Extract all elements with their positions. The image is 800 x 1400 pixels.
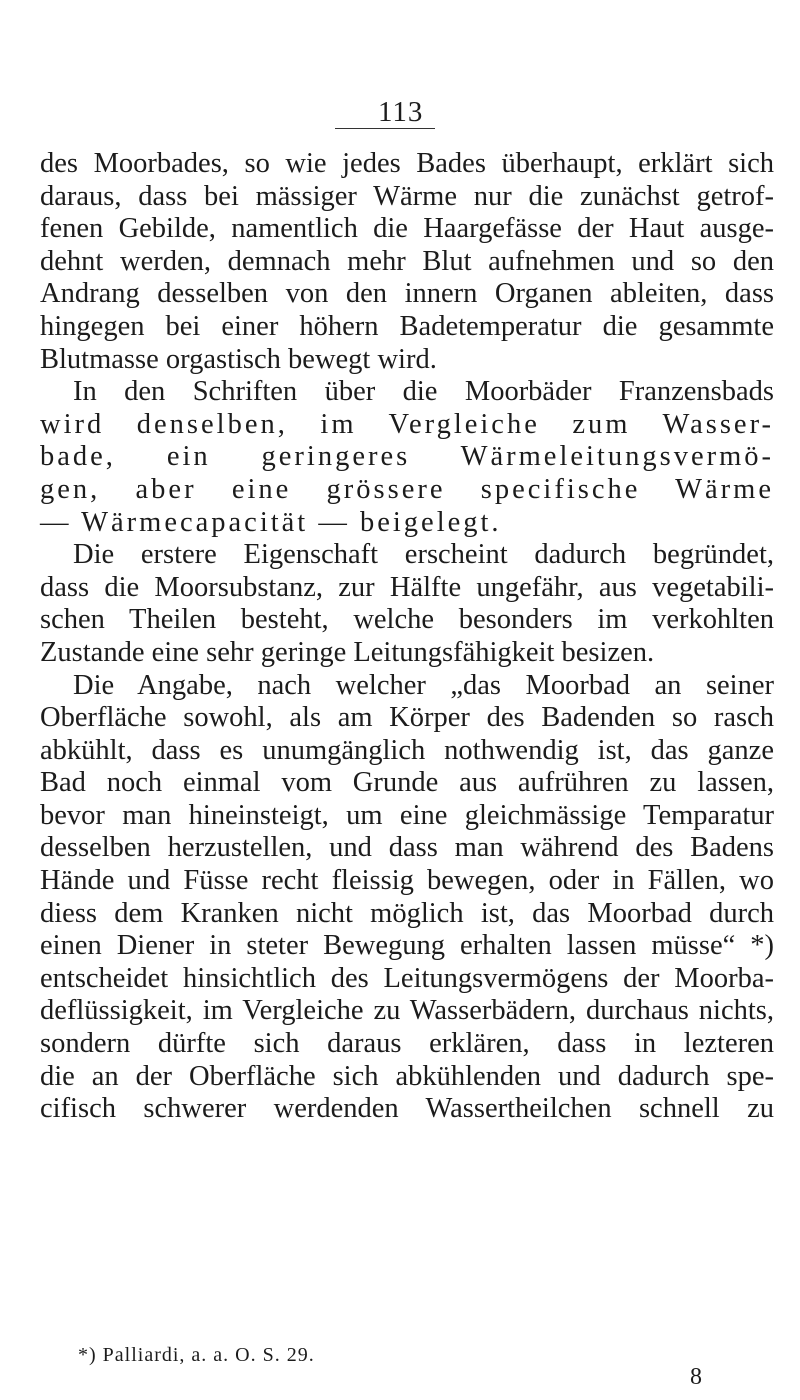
text-line: sondern dürfte sich daraus erklären, dass in lezteren	[40, 1028, 774, 1060]
body-text	[40, 148, 774, 1126]
text-line: Blutmasse orgastisch bewegt wird.	[40, 343, 437, 375]
text-line: dehnt werden, demnach mehr Blut aufnehmen und so den	[40, 245, 774, 277]
text-line: desselben herzustellen, und dass man während des Badens	[40, 832, 774, 864]
text-line: Andrang desselben von den innern Organen ableiten, dass	[40, 278, 774, 310]
text-line: gen, aber eine grössere specifische Wärme	[40, 473, 774, 505]
text-line: hingegen bei einer höhern Badetemperatur die gesammte	[40, 310, 774, 342]
text-line: daraus, dass bei mässiger Wärme nur die zunächst getrof-	[40, 180, 774, 212]
text-line: cifisch schwerer werdenden Wassertheilchen schnell zu	[40, 1093, 774, 1125]
text-line: dass die Moorsubstanz, zur Hälfte ungefähr, aus vegetabili-	[40, 571, 774, 603]
text-line: Oberfläche sowohl, als am Körper des Badenden so rasch	[40, 702, 774, 734]
text-line: Zustande eine sehr geringe Leitungsfähigkeit besizen.	[40, 636, 655, 668]
text-line: wird denselben, im Vergleiche zum Wasser-	[40, 408, 774, 440]
text-line: einen Diener in steter Bewegung erhalten lassen müsse“ *)	[40, 930, 774, 962]
text-line: Die Angabe, nach welcher „das Moorbad an seiner	[73, 669, 774, 701]
text-line: bevor man hineinsteigt, um eine gleichmässige Temparatur	[40, 799, 774, 831]
text-line: diess dem Kranken nicht möglich ist, das Moorbad durch	[40, 897, 774, 929]
text-line: entscheidet hinsichtlich des Leitungsvermögens der Moorba-	[40, 962, 774, 994]
text-line: — Wärmecapacität — beigelegt.	[40, 506, 502, 538]
signature-mark: 8	[690, 1364, 702, 1390]
page-number: 113	[378, 96, 424, 128]
text-line: abkühlt, dass es unumgänglich nothwendig ist, das ganze	[40, 734, 774, 766]
text-line: des Moorbades, so wie jedes Bades überhaupt, erklärt sich	[40, 148, 774, 179]
footnote: *) Palliardi, a. a. O. S. 29.	[78, 1344, 315, 1366]
text-line: schen Theilen besteht, welche besonders im verkohlten	[40, 604, 774, 636]
text-line: fenen Gebilde, namentlich die Haargefässe der Haut ausge-	[40, 213, 774, 245]
text-line: Hände und Füsse recht fleissig bewegen, oder in Fällen, wo	[40, 865, 774, 897]
text-line: Die erstere Eigenschaft erscheint dadurch begründet,	[73, 539, 774, 571]
header-rule	[335, 128, 435, 129]
text-line: die an der Oberfläche sich abkühlenden und dadurch spe-	[40, 1060, 774, 1092]
text-line: In den Schriften über die Moorbäder Franzensbads	[73, 376, 774, 408]
text-line: bade, ein geringeres Wärmeleitungsvermö-	[40, 441, 774, 473]
text-line: deflüssigkeit, im Vergleiche zu Wasserbädern, durchaus nichts,	[40, 995, 774, 1027]
text-line: Bad noch einmal vom Grunde aus aufrühren zu lassen,	[40, 767, 774, 799]
